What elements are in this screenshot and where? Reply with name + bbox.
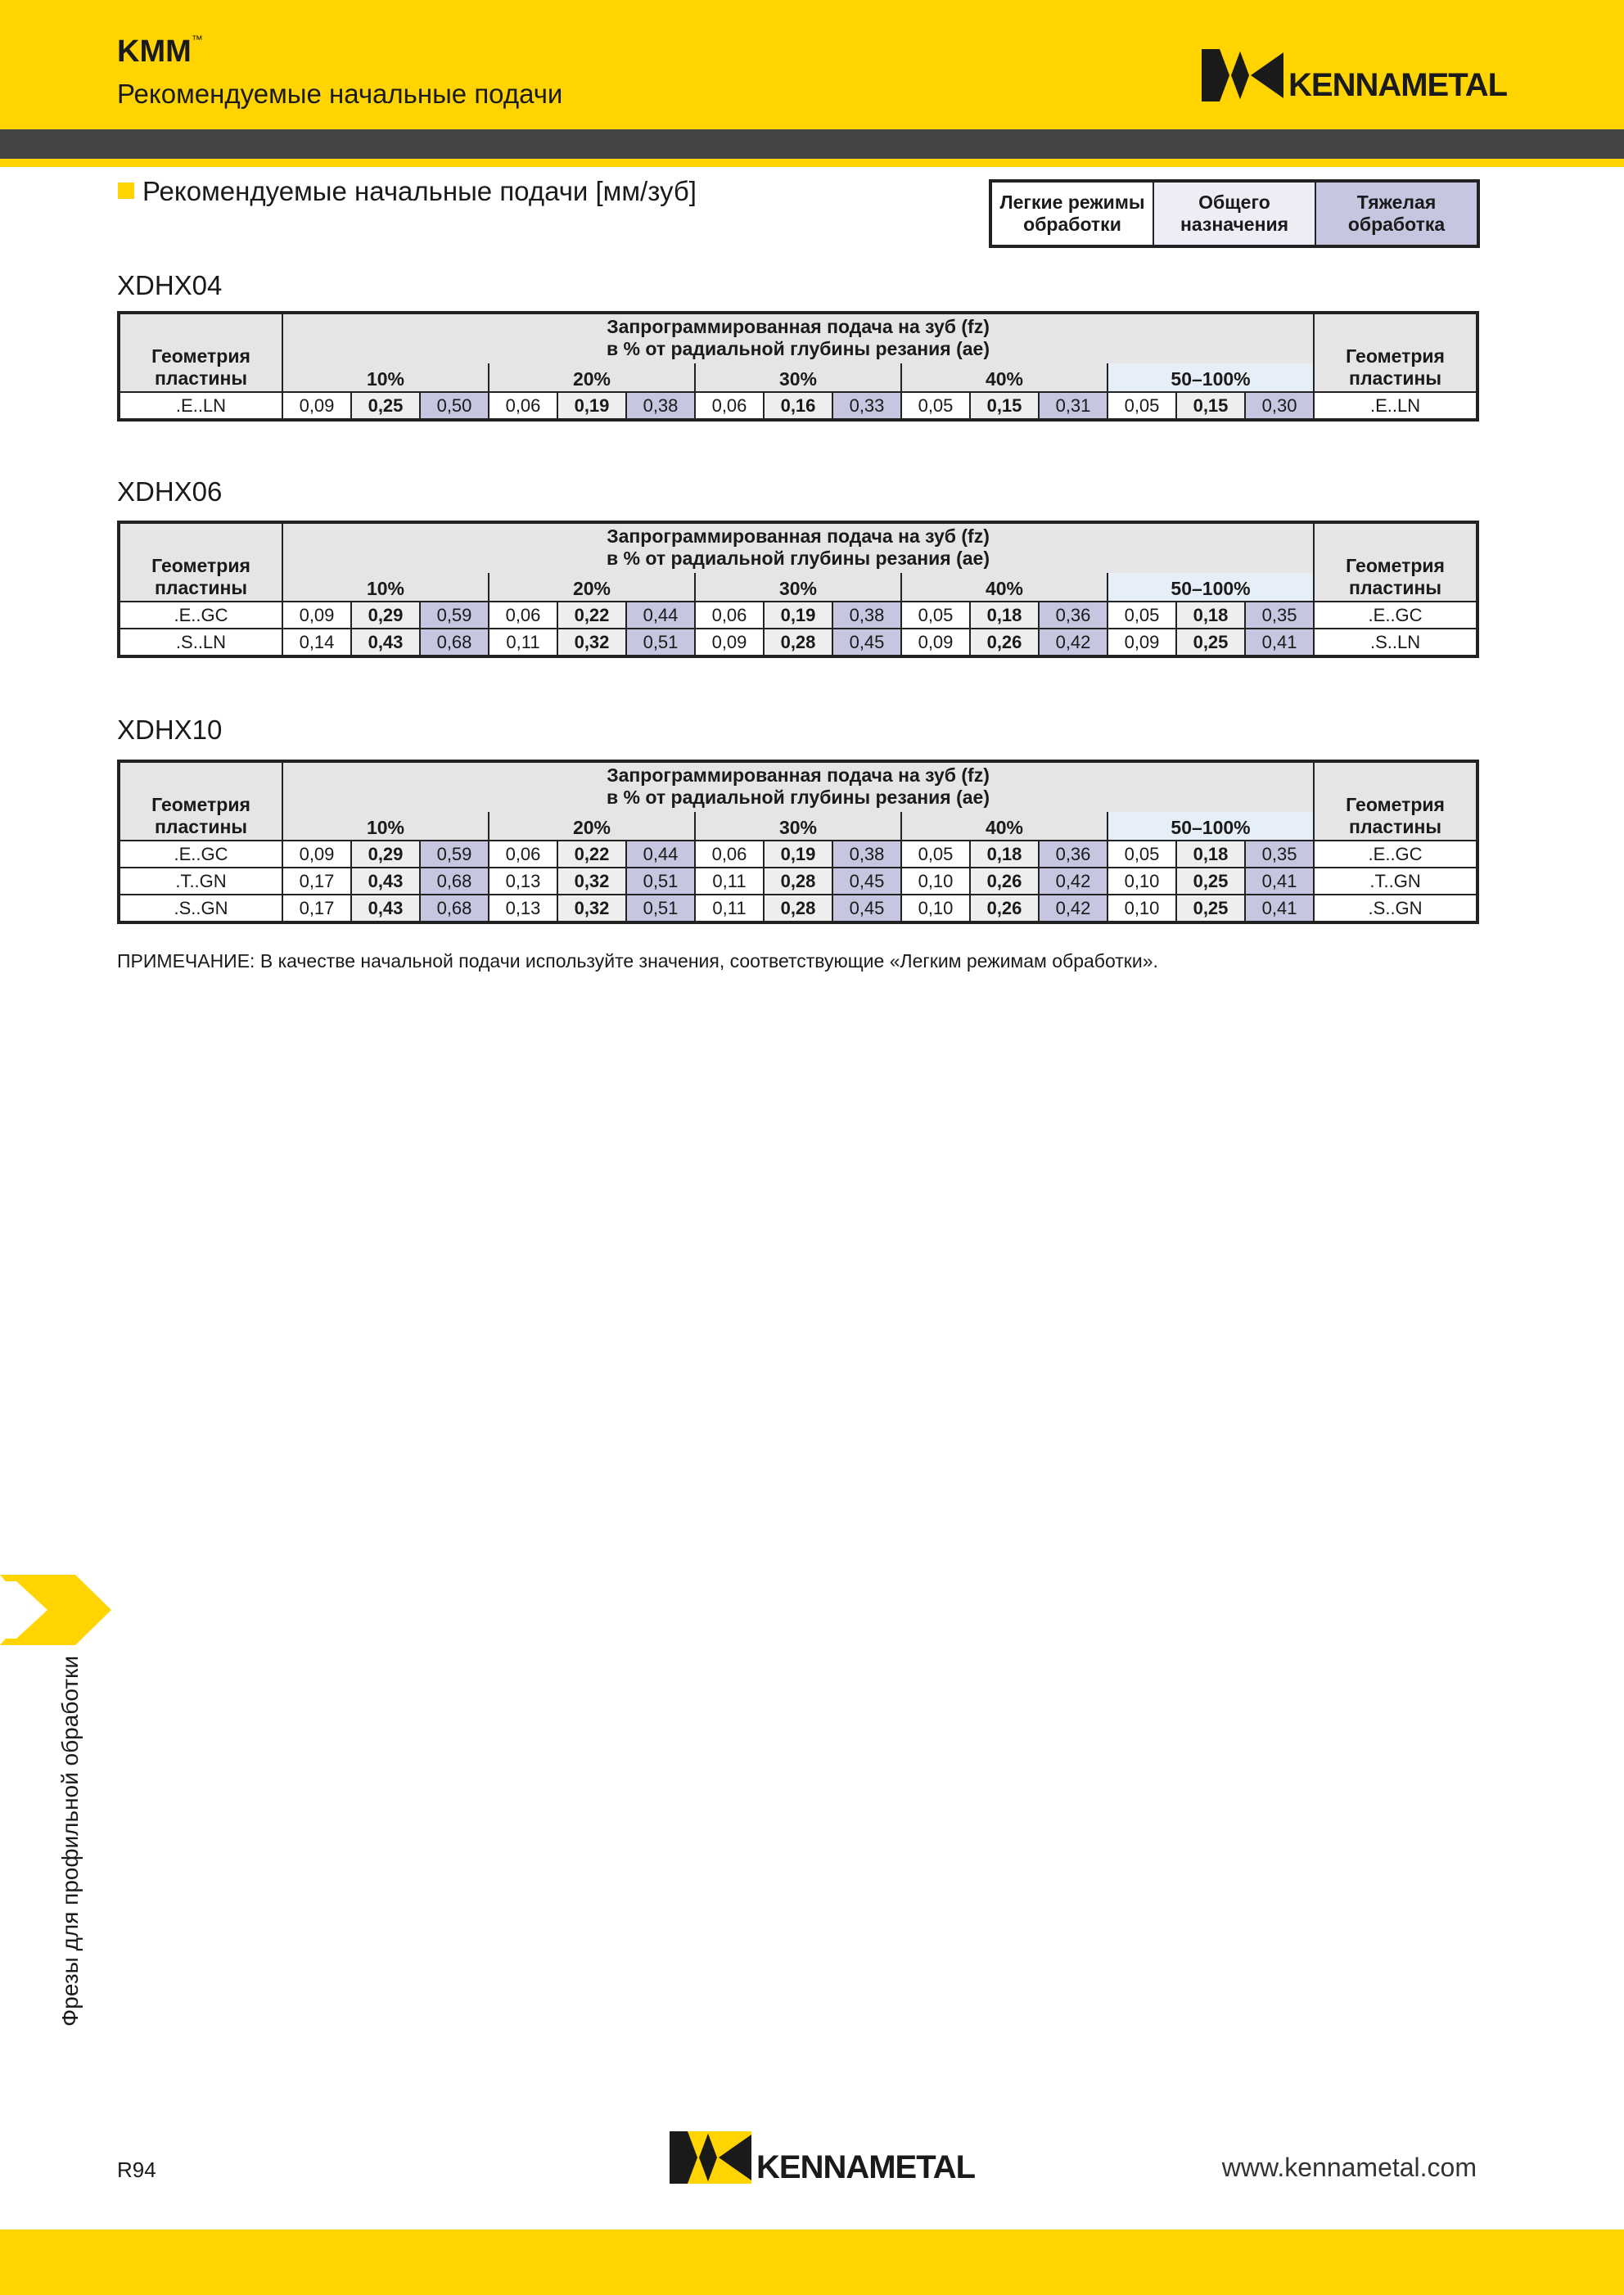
feed-value-cell: 0,45 — [832, 895, 901, 922]
trademark: ™ — [191, 33, 203, 46]
geometry-header-right: Геометрия пластины — [1314, 761, 1477, 841]
feed-value-cell: 0,42 — [1039, 868, 1107, 895]
feed-table — [117, 311, 1479, 422]
feed-value-cell: 0,09 — [695, 629, 764, 656]
feed-header: Запрограммированная подача на зуб (fz) в % от радиальной глубины резания (ae) — [282, 313, 1314, 363]
feed-value-cell: 0,25 — [1176, 629, 1245, 656]
feed-value-cell: 0,05 — [901, 841, 970, 868]
feed-value-cell: 0,33 — [832, 392, 901, 420]
geometry-cell: .E..GC — [1314, 602, 1477, 629]
feed-value-cell: 0,13 — [489, 895, 557, 922]
feed-value-cell: 0,38 — [832, 841, 901, 868]
kennametal-k-icon — [1202, 49, 1283, 101]
feed-header: Запрограммированная подача на зуб (fz) в % от радиальной глубины резания (ae) — [282, 522, 1314, 573]
feed-value-cell: 0,18 — [970, 841, 1039, 868]
feed-value-cell: 0,28 — [764, 868, 832, 895]
percentage-header: 50–100% — [1107, 363, 1314, 392]
feed-value-cell: 0,50 — [420, 392, 489, 420]
footer-logo — [670, 2131, 975, 2184]
feed-value-cell: 0,36 — [1039, 841, 1107, 868]
feed-value-cell: 0,51 — [626, 895, 695, 922]
feed-value-cell: 0,31 — [1039, 392, 1107, 420]
feed-value-cell: 0,10 — [901, 868, 970, 895]
feed-value-cell: 0,05 — [1107, 841, 1176, 868]
feed-value-cell: 0,14 — [282, 629, 351, 656]
feed-value-cell: 0,18 — [970, 602, 1039, 629]
feed-header: Запрограммированная подача на зуб (fz) в % от радиальной глубины резания (ae) — [282, 761, 1314, 812]
feed-value-cell: 0,28 — [764, 895, 832, 922]
feed-value-cell: 0,38 — [626, 392, 695, 420]
feed-value-cell: 0,11 — [489, 629, 557, 656]
feed-value-cell: 0,26 — [970, 895, 1039, 922]
feed-value-cell: 0,32 — [557, 895, 626, 922]
feed-value-cell: 0,06 — [489, 602, 557, 629]
table-row — [119, 841, 1477, 868]
geometry-cell: .S..GN — [119, 895, 282, 922]
feed-value-cell: 0,05 — [1107, 602, 1176, 629]
feed-value-cell: 0,59 — [420, 602, 489, 629]
geometry-header-left: Геометрия пластины — [119, 761, 282, 841]
feed-value-cell: 0,41 — [1245, 868, 1314, 895]
feed-value-cell: 0,06 — [489, 392, 557, 420]
feed-value-cell: 0,17 — [282, 895, 351, 922]
feed-table — [117, 760, 1479, 924]
feed-value-cell: 0,38 — [832, 602, 901, 629]
feed-value-cell: 0,29 — [351, 841, 420, 868]
feed-value-cell: 0,16 — [764, 392, 832, 420]
table-row — [119, 868, 1477, 895]
feed-value-cell: 0,05 — [901, 602, 970, 629]
page-subtitle: Рекомендуемые начальные подачи — [117, 79, 563, 109]
table-row — [119, 602, 1477, 629]
feed-value-cell: 0,26 — [970, 629, 1039, 656]
legend-heavy: Тяжелая обработка — [1315, 183, 1477, 245]
section-bullet — [118, 183, 134, 199]
table-row — [119, 629, 1477, 656]
percentage-header: 10% — [282, 363, 489, 392]
percentage-header: 30% — [695, 573, 901, 602]
geometry-cell: .E..GC — [119, 602, 282, 629]
legend-light: Легкие режимы обработки — [992, 183, 1153, 245]
feed-value-cell: 0,35 — [1245, 602, 1314, 629]
feed-value-cell: 0,42 — [1039, 895, 1107, 922]
feed-value-cell: 0,11 — [695, 895, 764, 922]
feed-value-cell: 0,68 — [420, 629, 489, 656]
legend — [989, 179, 1480, 248]
feed-value-cell: 0,09 — [282, 392, 351, 420]
percentage-header: 40% — [901, 573, 1107, 602]
feed-value-cell: 0,10 — [1107, 868, 1176, 895]
feed-table — [117, 521, 1479, 658]
feed-value-cell: 0,41 — [1245, 629, 1314, 656]
feed-value-cell: 0,35 — [1245, 841, 1314, 868]
feed-value-cell: 0,32 — [557, 868, 626, 895]
geometry-cell: .S..LN — [1314, 629, 1477, 656]
feed-value-cell: 0,09 — [901, 629, 970, 656]
feed-value-cell: 0,19 — [557, 392, 626, 420]
feed-value-cell: 0,26 — [970, 868, 1039, 895]
feed-value-cell: 0,28 — [764, 629, 832, 656]
feed-value-cell: 0,10 — [901, 895, 970, 922]
feed-value-cell: 0,45 — [832, 868, 901, 895]
table-title-xdhx06: XDHX06 — [117, 476, 223, 507]
feed-value-cell: 0,25 — [1176, 895, 1245, 922]
feed-value-cell: 0,05 — [901, 392, 970, 420]
feed-value-cell: 0,45 — [832, 629, 901, 656]
brand-title: KMM™ — [117, 33, 203, 69]
percentage-header: 30% — [695, 812, 901, 841]
feed-value-cell: 0,19 — [764, 841, 832, 868]
feed-value-cell: 0,06 — [695, 392, 764, 420]
logo-text: KENNAMETAL — [756, 2149, 976, 2185]
percentage-header: 40% — [901, 363, 1107, 392]
feed-value-cell: 0,36 — [1039, 602, 1107, 629]
feed-value-cell: 0,09 — [282, 841, 351, 868]
feed-value-cell: 0,51 — [626, 629, 695, 656]
percentage-header: 50–100% — [1107, 573, 1314, 602]
geometry-cell: .E..LN — [1314, 392, 1477, 420]
feed-value-cell: 0,05 — [1107, 392, 1176, 420]
geometry-cell: .T..GN — [1314, 868, 1477, 895]
footer-band — [0, 2230, 1624, 2295]
feed-value-cell: 0,59 — [420, 841, 489, 868]
kennametal-k-icon — [670, 2131, 751, 2184]
geometry-header-left: Геометрия пластины — [119, 313, 282, 392]
geometry-cell: .E..GC — [119, 841, 282, 868]
geometry-cell: .E..GC — [1314, 841, 1477, 868]
table-row — [119, 895, 1477, 922]
header-yellow-stripe — [0, 159, 1624, 167]
kennametal-logo — [1202, 49, 1507, 101]
feed-value-cell: 0,42 — [1039, 629, 1107, 656]
percentage-header: 30% — [695, 363, 901, 392]
geometry-header-right: Геометрия пластины — [1314, 313, 1477, 392]
feed-value-cell: 0,68 — [420, 895, 489, 922]
legend-general: Общего назначения — [1153, 183, 1315, 245]
feed-value-cell: 0,30 — [1245, 392, 1314, 420]
feed-value-cell: 0,11 — [695, 868, 764, 895]
feed-value-cell: 0,43 — [351, 629, 420, 656]
percentage-header: 20% — [489, 573, 695, 602]
table-title-xdhx04: XDHX04 — [117, 270, 223, 300]
feed-value-cell: 0,44 — [626, 841, 695, 868]
feed-value-cell: 0,17 — [282, 868, 351, 895]
percentage-header: 10% — [282, 812, 489, 841]
header-dark-stripe — [0, 129, 1624, 159]
feed-value-cell: 0,13 — [489, 868, 557, 895]
feed-value-cell: 0,19 — [764, 602, 832, 629]
geometry-cell: .S..GN — [1314, 895, 1477, 922]
feed-value-cell: 0,51 — [626, 868, 695, 895]
feed-value-cell: 0,06 — [695, 602, 764, 629]
page-number: R94 — [117, 2157, 156, 2182]
geometry-cell: .E..LN — [119, 392, 282, 420]
percentage-header: 20% — [489, 363, 695, 392]
feed-value-cell: 0,06 — [695, 841, 764, 868]
percentage-header: 40% — [901, 812, 1107, 841]
feed-value-cell: 0,22 — [557, 602, 626, 629]
feed-value-cell: 0,09 — [282, 602, 351, 629]
feed-value-cell: 0,68 — [420, 868, 489, 895]
feed-value-cell: 0,32 — [557, 629, 626, 656]
table-row — [119, 392, 1477, 420]
geometry-header-left: Геометрия пластины — [119, 522, 282, 602]
feed-value-cell: 0,10 — [1107, 895, 1176, 922]
feed-value-cell: 0,15 — [1176, 392, 1245, 420]
percentage-header: 10% — [282, 573, 489, 602]
feed-value-cell: 0,29 — [351, 602, 420, 629]
feed-value-cell: 0,25 — [1176, 868, 1245, 895]
feed-value-cell: 0,15 — [970, 392, 1039, 420]
geometry-header-right: Геометрия пластины — [1314, 522, 1477, 602]
geometry-cell: .T..GN — [119, 868, 282, 895]
feed-value-cell: 0,25 — [351, 392, 420, 420]
feed-value-cell: 0,41 — [1245, 895, 1314, 922]
logo-text: KENNAMETAL — [1288, 67, 1508, 103]
table-title-xdhx10: XDHX10 — [117, 715, 223, 745]
feed-value-cell: 0,18 — [1176, 602, 1245, 629]
percentage-header: 50–100% — [1107, 812, 1314, 841]
feed-value-cell: 0,06 — [489, 841, 557, 868]
section-heading: Рекомендуемые начальные подачи [мм/зуб] — [142, 176, 697, 206]
feed-value-cell: 0,18 — [1176, 841, 1245, 868]
geometry-cell: .S..LN — [119, 629, 282, 656]
feed-value-cell: 0,09 — [1107, 629, 1176, 656]
feed-value-cell: 0,44 — [626, 602, 695, 629]
website-link[interactable]: www.kennametal.com — [1221, 2153, 1477, 2182]
feed-value-cell: 0,22 — [557, 841, 626, 868]
feed-value-cell: 0,43 — [351, 868, 420, 895]
note: ПРИМЕЧАНИЕ: В качестве начальной подачи используйте значения, соответствующие «Легким режимам обработки». — [117, 950, 1158, 972]
side-chevron-icon — [0, 1575, 111, 1645]
percentage-header: 20% — [489, 812, 695, 841]
feed-value-cell: 0,43 — [351, 895, 420, 922]
side-tab-label: Фрезы для профильной обработки — [57, 1655, 83, 2027]
